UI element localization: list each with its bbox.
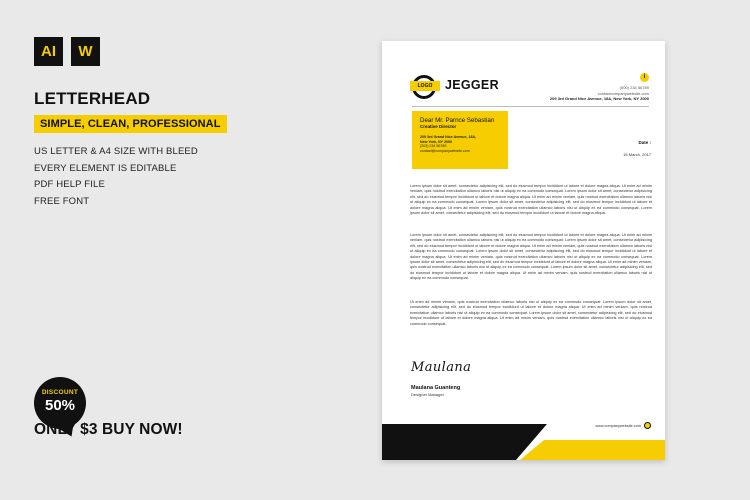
feature-item: FREE FONT: [34, 195, 90, 207]
signer-role: Designer Manager: [411, 392, 444, 397]
recipient-address: [420, 135, 500, 153]
letterhead-sheet: [382, 41, 665, 460]
footer-black-shape: [382, 424, 547, 460]
app-badges: [34, 37, 100, 66]
recipient-role: Creative Director: [420, 124, 457, 129]
recipient-name: Dear Mr. Parnce Sebastian: [420, 117, 495, 124]
info-icon: i: [640, 73, 649, 82]
brand-name: JEGGER: [445, 78, 499, 92]
signature: Maulana: [411, 360, 472, 375]
feature-item: PDF HELP FILE: [34, 179, 105, 190]
company-phone: (000) 234 56789: [619, 85, 649, 90]
product-title: LETTERHEAD: [34, 89, 151, 108]
recipient-box: [412, 111, 508, 169]
discount-value: 50%: [44, 397, 76, 414]
date-label: Date :: [638, 140, 651, 145]
header-divider: [412, 106, 649, 107]
body-paragraph: Lorem ipsum dolor sit amet, consectetur adipisicing elit, sed do eiusmod tempor incididunt ut labore et dolore magna aliqua. Ut enim ad minim veniam, quis nostrud exercitation ullamco laboris nisi ut aliquip ex ea commodo consequat. Lorem ipsum dolor sit amet, consectetur adipisicing elit, sed do eiusmod tempor incididunt ut labore et dolore magna aliqua. Ut enim ad minim veniam, quis nostrud exercitation ullamco laboris nisi ut aliquip ex ea commodo consequat. Lorem ipsum dolor sit amet, consectetur adipisicing elit, sed do eiusmod tempor incididunt ut labore et dolore magna aliqua. Ut enim ad minim veniam, quis nostrud exercitation ullamco laboris nisi ut aliquip ex ea commodo consequat. Lorem ipsum dolor sit amet, consectetur adipisicing elit, sed do eiusmod tempor incididunt ut labore et dolore magna aliqua.: [410, 184, 652, 216]
feature-item: EVERY ELEMENT IS EDITABLE: [34, 162, 177, 174]
feature-item: US LETTER & A4 SIZE WITH BLEED: [34, 146, 198, 157]
body-paragraph: Ut enim ad minim veniam, quis nostrud exercitation ullamco laboris nisi ut aliquip ex ea commodo consequat. Lorem ipsum dolor sit amet, consectetur adipisicing elit, sed do eiusmod tempor incididunt ut labore et dolore magna aliqua. Ut enim ad minim veniam, quis nostrud exercitation ullamco laboris nisi ut aliquip ex ea commodo consequat. Lorem ipsum dolor sit amet, consectetur adipisicing elit, sed do eiusmod tempor incididunt ut labore et dolore magna aliqua. Ut enim ad minim veniam, quis nostrud exercitation ullamco laboris nisi ut aliquip ex ea commodo consequat.: [410, 300, 652, 326]
word-badge: W: [71, 37, 100, 66]
discount-label: DISCOUNT: [41, 389, 79, 396]
recipient-phone: (203) 234 56789: [420, 144, 447, 149]
signer-name: Maulana Guanteng: [411, 385, 461, 391]
date-value: 15 March, 2017: [623, 152, 651, 157]
footer-website: www.companywebsite.com: [595, 424, 641, 428]
illustrator-badge: AI: [34, 37, 63, 66]
recipient-address-line: 209 3rd Grand Nice Avenue, 18A,: [420, 135, 477, 139]
buy-now-cta[interactable]: ONLY $3 BUY NOW!: [34, 421, 183, 438]
footer-yellow-shape: [520, 440, 665, 460]
recipient-address-line: New York, NY 2000: [420, 139, 452, 144]
footer-shapes: [382, 420, 665, 460]
feature-list: [34, 146, 198, 212]
company-address: 209 3rd Grand Nice Avenue, 18A, New York, NY 2000: [549, 96, 649, 102]
tagline-banner: SIMPLE, CLEAN, PROFESSIONAL: [34, 115, 227, 133]
logo-label: LOGO: [410, 81, 440, 91]
recipient-email: contact@companywebsite.com: [420, 148, 470, 153]
company-contact: [550, 85, 649, 102]
body-paragraph: Lorem ipsum dolor sit amet, consectetur adipisicing elit, sed do eiusmod tempor incididunt ut labore et dolore magna aliqua. Ut enim ad minim veniam, quis nostrud exercitation ullamco laboris nisi ut aliquip ex ea commodo consequat. Lorem ipsum dolor sit amet, consectetur adipisicing elit, sed do eiusmod tempor incididunt ut labore et dolore magna aliqua. Ut enim ad minim veniam, quis nostrud exercitation ullamco laboris nisi ut aliquip ex ea commodo consequat. Lorem ipsum dolor sit amet, consectetur adipisicing elit, sed do eiusmod tempor incididunt ut labore et dolore magna aliqua. Ut enim ad minim veniam, quis nostrud exercitation ullamco laboris nisi ut aliquip ex ea commodo consequat. Lorem ipsum dolor sit amet, consectetur adipisicing elit, sed do eiusmod tempor incididunt ut labore et dolore magna aliqua. Ut enim ad minim veniam, quis nostrud exercitation ullamco laboris nisi ut aliquip ex ea commodo consequat. Lorem ipsum dolor sit amet, consectetur adipisicing elit, sed do eiusmod tempor incididunt ut labore et dolore magna aliqua. Ut enim ad minim veniam, quis nostrud exercitation ullamco laboris nisi ut aliquip ex ea commodo consequat.: [410, 233, 652, 281]
company-email: contactcompanywebsite.com: [597, 90, 649, 96]
